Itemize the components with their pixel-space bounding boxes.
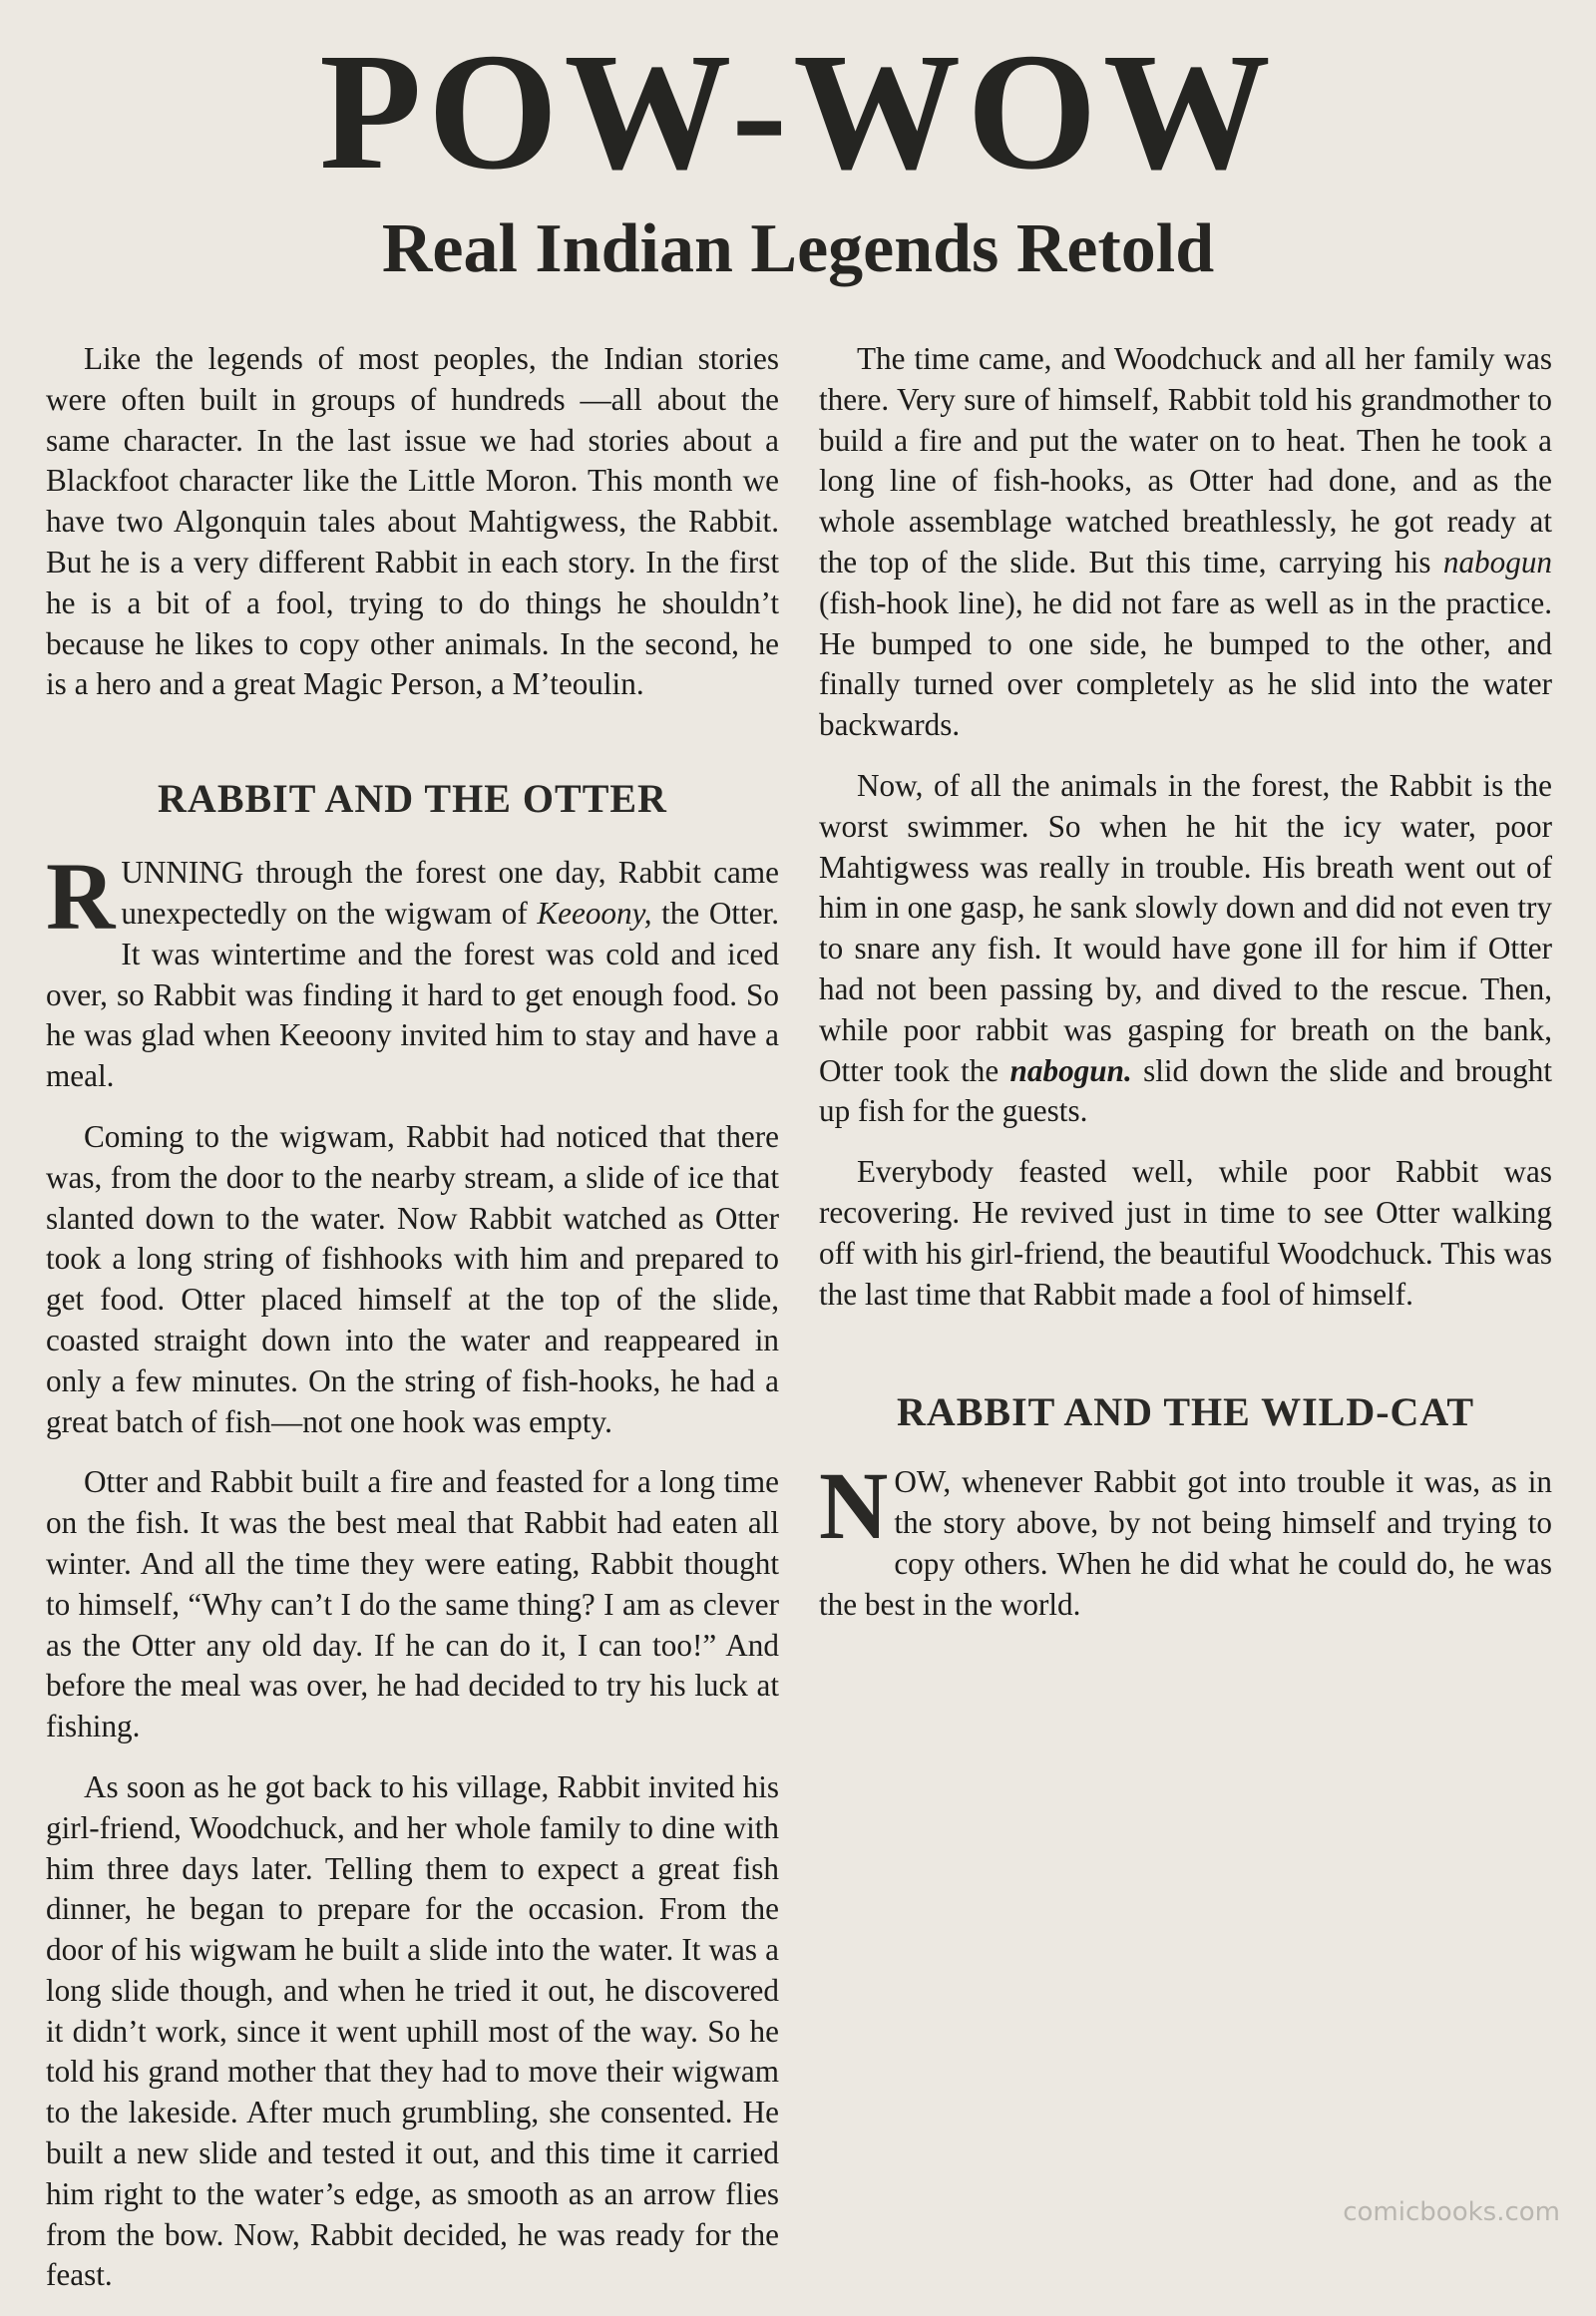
story1-heading: RABBIT AND THE OTTER xyxy=(158,776,667,822)
story1-paragraph-1 xyxy=(46,843,779,1097)
story1-p5-part-a: The time came, and Woodchuck and all her family was there. Very sure of himself, Rabbit told his grandmother to build a fire and put the water on to heat. Then he took a long line of fish-hooks, as Otter had done, and as the whole assemblage watched breathlessly, he got ready at the top of the slide. But this time, carrying his xyxy=(819,341,1552,579)
watermark: comicbooks.com xyxy=(1343,2197,1560,2227)
story1-p1-part-a: UNNING through the forest one day, Rabbit came unexpectedly on the wigwam of xyxy=(121,855,779,931)
right-column xyxy=(819,339,1552,1646)
story1-p5-nabogun: nabogun xyxy=(1442,544,1552,579)
story1-paragraph-4: As soon as he got back to his village, Rabbit invited his girl-friend, Woodchuck, and her whole family to dine with him three days later. Telling them to expect a great fish dinner, he began to prepare for the occasion. From the door of his wigwam he built a slide into the water. It was a long slide though, and when he tried it out, he discovered it didn’t work, since it went uphill most of the way. So he told his grand mother that they had to move their wigwam to the lakeside. After much grumbling, she consented. He built a new slide and tested it out, and this time it carried him right to the water’s edge, as smooth as an arrow flies from the bow. Now, Rabbit decided, he was ready for the feast. xyxy=(46,1768,779,2293)
masthead-title: POW-WOW xyxy=(319,19,1277,204)
story1-p6-part-b: slid down the slide and brought up fish for the guests. xyxy=(819,1052,1552,1129)
story2-paragraph-1 xyxy=(819,1452,1552,1625)
story1-p1-keeoony: Keeoony, xyxy=(537,895,652,931)
story1-paragraph-2: Coming to the wigwam, Rabbit had noticed that there was, from the door to the nearby stream, a slide of ice that slanted down to the water. Now Rabbit watched as Otter took a long string of fishhooks with him and prepared to get food. Otter placed himself at the top of the slide, coasted straight down into the water and reappeared in only a few minutes. On the string of fish-hooks, he had a great batch of fish—not one hook was empty. xyxy=(46,1118,779,1439)
story1-paragraph-3: Otter and Rabbit built a fire and feasted for a long time on the fish. It was the best meal that Rabbit had eaten all winter. And all the time they were eating, Rabbit thought to himself, “Why can’t I do the same thing? I am as clever as the Otter any old day. If he can do it, I can too!” And before the meal was over, he had decided to try his luck at fishing. xyxy=(46,1464,779,1744)
story1-p5-part-b: (fish-hook line), he did not fare as well as in the practice. He bumped to one side, he bumped to the other, and finally turned over completely as he slid into the water backwards. xyxy=(819,584,1552,743)
story1-p6-nabogun: nabogun. xyxy=(1009,1052,1132,1088)
story1-paragraph-7: Everybody feasted well, while poor Rabbit was recovering. He revived just in time to see Otter walking off with his girl-friend, the beautiful Woodchuck. This was the last time that Rabbit made a fool of himself. xyxy=(819,1154,1552,1312)
story1-paragraph-5 xyxy=(819,339,1552,746)
story1-p6-part-a: Now, of all the animals in the forest, the Rabbit is the worst swimmer. So when he hit the icy water, poor Mahtigwess was really in trouble. His breath went out of him in one gasp, he sank slowly down and did not even try to snare any fish. It would have gone ill for him if Otter had not been passing by, and dived to the rescue. Then, while poor rabbit was gasping for breath on the bank, Otter took the xyxy=(819,767,1552,1088)
story2-heading: RABBIT AND THE WILD-CAT xyxy=(896,1389,1475,1435)
story2-p1-text: OW, whenever Rabbit got into trouble it was, as in the story above, by not being himself and trying to copy others. When he did what he could do, he was the best in the world. xyxy=(819,1464,1552,1622)
dropcap-r: R xyxy=(46,843,116,951)
dropcap-n: N xyxy=(819,1452,889,1560)
story1-p1-part-b: the Otter. It was wintertime and the forest was cold and iced over, so Rabbit was finding it hard to get enough food. So he was glad when Keeoony invited him to stay and have a meal. xyxy=(46,895,779,1094)
left-column xyxy=(46,339,779,2316)
intro-paragraph: Like the legends of most peoples, the Indian stories were often built in groups of hundreds —all about the same character. In the last issue we had stories about a Blackfoot character like the Little Moron. This month we have two Algonquin tales about Mahtigwess, the Rabbit. But he is a very different Rabbit in each story. In the first he is a bit of a fool, trying to do things he shouldn’t because he likes to copy other animals. In the second, he is a hero and a great Magic Person, a M’teoulin. xyxy=(46,341,779,702)
masthead-subtitle: Real Indian Legends Retold xyxy=(381,210,1215,287)
story1-paragraph-6 xyxy=(819,766,1552,1132)
